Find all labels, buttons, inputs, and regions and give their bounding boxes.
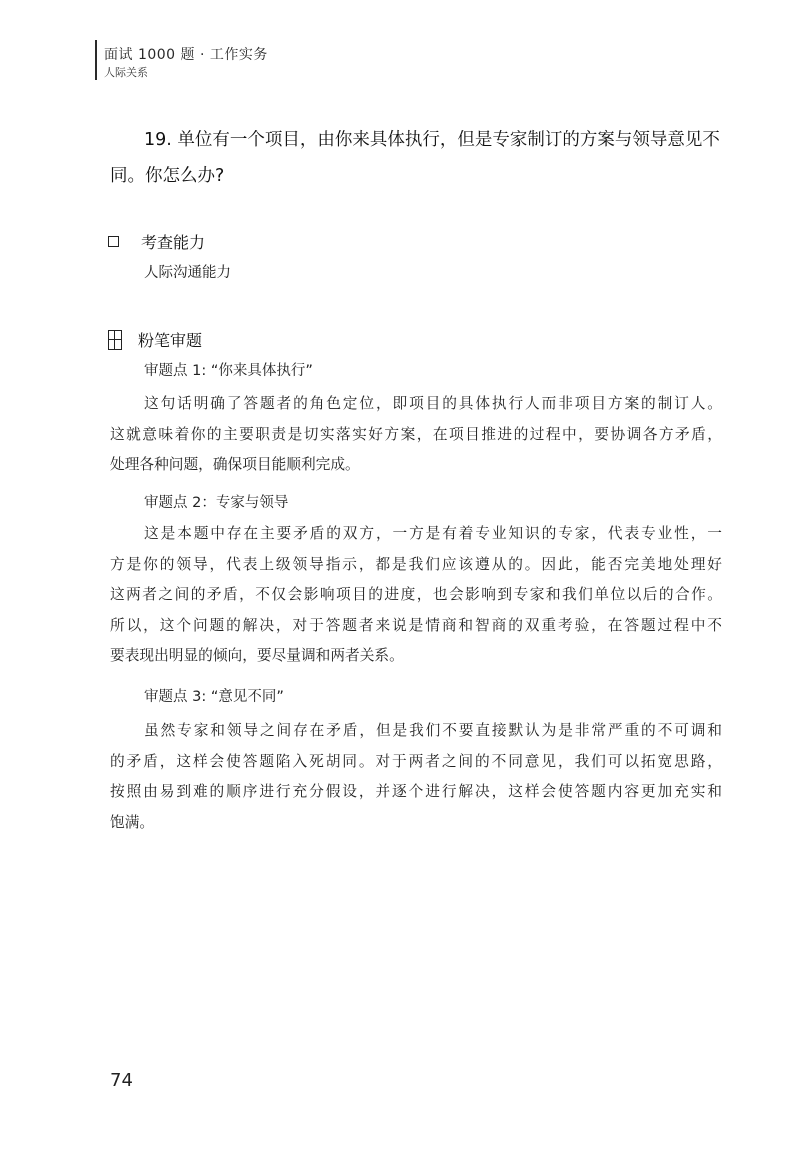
question-line: 同。你怎么办? [110, 166, 225, 186]
paragraph-line: 要表现出明显的倾向，要尽量调和两者关系。 [110, 647, 404, 664]
paragraph-line: 的矛盾，这样会使答题陷入死胡同。对于两者之间的不同意见，我们可以拓宽思路， [110, 752, 722, 770]
ability-text: 人际沟通能力 [144, 265, 231, 281]
ability-heading [108, 230, 205, 253]
paragraph-line: 这句话明确了答题者的角色定位，即项目的具体执行人而非项目方案的制订人。 [144, 395, 722, 412]
question-line: 19. 单位有一个项目，由你来具体执行，但是专家制订的方案与领导意见不 [144, 130, 720, 150]
analysis-heading [108, 328, 202, 351]
analysis-point-title: 审题点 1: “你来具体执行” [144, 363, 313, 379]
page-number: 74 [110, 1070, 133, 1091]
paragraph-line: 所以，这个问题的解决，对于答题者来说是情商和智商的双重考验，在答题过程中不 [110, 616, 722, 634]
paragraph-line: 饱满。 [110, 813, 155, 831]
analysis-point-title: 审题点 3: “意见不同” [144, 689, 284, 705]
header-rule [95, 40, 97, 80]
paragraph-line: 方是你的领导，代表上级领导指示，都是我们应该遵从的。因此，能否完美地处理好 [110, 555, 722, 573]
paragraph-line: 这就意味着你的主要职责是切实落实好方案，在项目推进的过程中，要协调各方矛盾， [110, 425, 722, 443]
section-name: 人际关系 [104, 66, 148, 79]
analysis-paragraph [110, 389, 722, 481]
analysis-paragraph [110, 519, 722, 672]
paragraph-line: 按照由易到难的顺序进行充分假设，并逐个进行解决，这样会使答题内容更加充实和 [110, 783, 722, 800]
paragraph-line: 这是本题中存在主要矛盾的双方，一方是有着专业知识的专家，代表专业性，一 [144, 525, 722, 542]
analysis-point-title: 审题点 2：专家与领导 [144, 495, 289, 511]
paragraph-line: 处理各种问题，确保项目能顺利完成。 [110, 456, 360, 473]
paragraph-line: 这两者之间的矛盾，不仅会影响项目的进度，也会影响到专家和我们单位以后的合作。 [110, 586, 722, 603]
analysis-paragraph [110, 716, 722, 838]
question [110, 122, 722, 194]
book-title: 面试 1000 题 · 工作实务 [104, 47, 268, 63]
pen-bullet-icon [108, 330, 122, 350]
analysis-heading-label: 粉笔审题 [138, 331, 203, 350]
paragraph-line: 虽然专家和领导之间存在矛盾，但是我们不要直接默认为是非常严重的不可调和 [144, 722, 722, 739]
ability-heading-label: 考查能力 [141, 233, 206, 252]
square-bullet-icon [108, 236, 119, 247]
